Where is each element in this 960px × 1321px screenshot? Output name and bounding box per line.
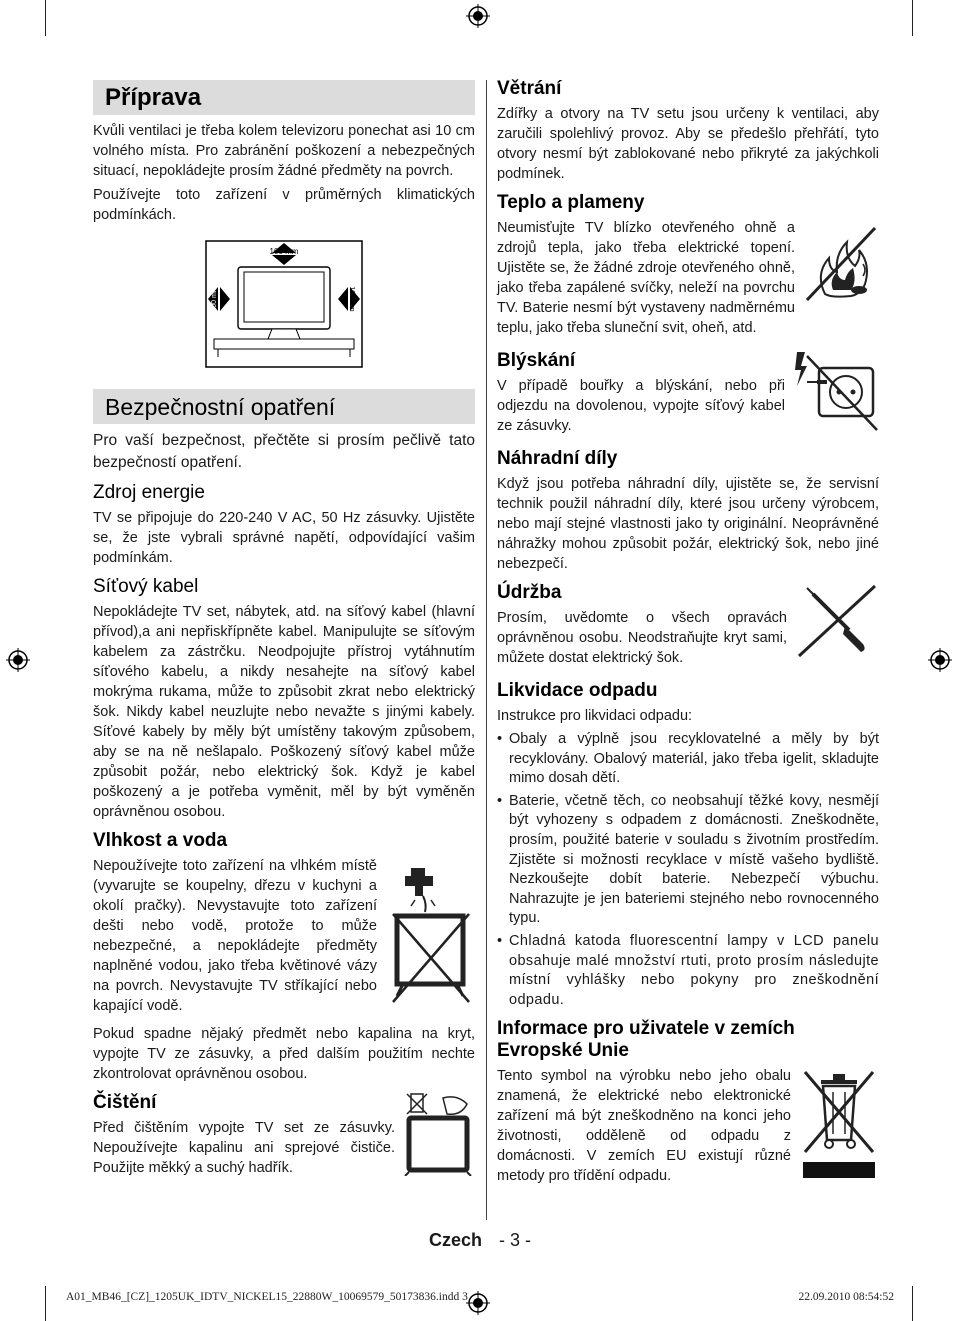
heading-vetrani: Větrání [497,78,562,99]
left-clearance-label: 100 mm [211,286,218,312]
crop-mark [45,0,46,36]
nahradni-paragraph: Když jsou potřeba náhradní díly, ujistěte se, že servisní technik použil náhradní díly, které jsou určeny výrobcem, nebo mají stejné vlastnosti jako ty originální. Neoprávněné náhražky mohou způsobit požár, elektrický šok, nebo jiné nebezpečí. [497,476,879,572]
heading-blyskani: Blýskání [497,350,576,371]
list-item: • Chladná katoda fluorescentní lampy v LCD panelu obsahuje malé množství rtuti, proto prosím následujte místní vyhlášky nebo pokyny pro zneškodnění odpadu. [509,932,879,1010]
page-number: - 3 - [499,1230,532,1250]
no-fire-icon [803,224,879,304]
heading-zdroj-energie: Zdroj energie [93,482,205,503]
slug-file-info: A01_MB46_[CZ]_1205UK_IDTV_NICKEL15_22880W_10069579_50173836.indd 3 [66,1291,468,1303]
priprava-paragraph-2: Používejte toto zařízení v průměrných klimatických podmínkách. [93,187,475,223]
crop-mark [45,1286,46,1321]
heading-udrzba: Údržba [497,582,562,603]
heading-teplo-plameny: Teplo a plameny [497,192,645,213]
blyskani-paragraph: V případě bouřky a blýskání, nebo při odjezdu na dovolenou, vypojte síťový kabel ze zásuvky. [497,378,785,434]
heading-cisteni: Čištění [93,1092,157,1113]
registration-mark-icon [466,1291,490,1315]
vlhkost-paragraph-1: Nepoužívejte toto zařízení na vlhkém místě (vyvarujte se koupelny, dřezu v kuchyni a okolí pračky). Nevystavujte toto zařízení dešti nebo vodě, protože to může nebezpečné, a nepokládejte předměty naplněné vodou, jako třeba květinové vázy na povrch. Nevystavujte TV stříkající nebo kapající vodě. [93,858,377,1014]
right-clearance-label: 100 mm [348,286,355,312]
section-title-bezpecnost: Bezpečnostní opatření [105,394,336,420]
kabel-paragraph: Nepokládejte TV set, nábytek, atd. na síťový kabel (hlavní přívod),a ani nepřiskřípněte kabel. Manipulujte se síťovým kabelem za zástrčku. Neodpojujte přístroj vytáhnutím síťového kabelu, a nikdy nesahejte na síťový kabel mokrýma rukama, může to způsobit zkrat nebo elektrický šok. Nikdy kabel neuzlujte nebo nevažte s jinými kabely. Síťové kabely by měly být umístěny takovým způsobem, aby se na ně nešlapalo. Poškozený síťový kabel může způsobit požár, nebo elektrický šok. Když je kabel poškozený a je potřeba vyměnit, měl by být vyměněn oprávněnou osobou. [93,604,475,820]
list-item: • Obaly a výplně jsou recyklovatelné a měly by být recyklovány. Obalový materiál, jako třeba igelit, skladujte mimo dosah dětí. [509,730,879,789]
registration-mark-icon [928,648,952,672]
page-footer [0,1230,960,1251]
vlhkost-paragraph-2: Pokud spadne nějaký předmět nebo kapalina na kryt, vypojte TV ze zásuvky, a před dalším použitím nechte zkontrolovat oprávněnou osobou. [93,1026,475,1082]
heading-likvidace-odpadu: Likvidace odpadu [497,680,658,701]
priprava-paragraph-1: Kvůli ventilaci je třeba kolem televizoru ponechat asi 10 cm volného místa. Pro zabránění poškození a nebezpečných situací, nepokládejte prosím žádné předměty na povrch. [93,123,475,179]
top-clearance-label: 100 mm [269,247,299,256]
no-socket-lightning-icon [793,350,879,436]
likvidace-bullet-list [497,730,879,1010]
registration-mark-icon [6,648,30,672]
left-column [93,78,475,1182]
vetrani-paragraph: Zdířky a otvory na TV setu jsou určeny k ventilaci, aby zaručili spolehlivý provoz. Aby se předešlo přehřátí, tyto otvory nesmí být zablokované nebo přikryté za jakýchkoli podmínek. [497,106,879,182]
crop-mark [912,0,913,36]
likvidace-intro: Instrukce pro likvidaci odpadu: [497,708,693,724]
right-column [497,78,879,1190]
tv-clearance-figure [93,239,475,369]
heading-nahradni-dily: Náhradní díly [497,448,618,469]
heading-vlhkost-voda: Vlhkost a voda [93,830,228,851]
cisteni-paragraph: Před čištěním vypojte TV set ze zásuvky. Nepoužívejte kapalinu ani sprejové čističe. Použijte měkký a suchý hadřík. [93,1120,395,1176]
section-heading-band [93,80,475,115]
bezpecnost-intro: Pro vaší bezpečnost, přečtěte si prosím pečlivě tato bezpečností opatření. [93,432,475,471]
teplo-paragraph: Neumisťujte TV blízko otevřeného ohně a zdrojů tepla, jako třeba elektrické topení. Ujistěte se, že žádné zdroje otevřeného ohně, jako třeba zapálené svíčky, neleží na povrchu TV. Baterie nesmí být vystaveny nadměrnému teplu, jako třeba sluneční svit, oheň, atd. [497,220,795,336]
section-title-priprava: Příprava [105,84,202,111]
cleaning-cloth-icon [403,1092,475,1176]
heading-informace-eu: Informace pro uživatele v zemích Evropské Unie [497,1018,795,1062]
weee-crossed-bin-icon [799,1066,879,1182]
slug-date-info: 22.09.2010 08:54:52 [798,1291,894,1303]
udrzba-paragraph: Prosím, uvědomte o všech opravách oprávněnou osobu. Neodstraňujte kryt sami, můžete dostat elektrický šok. [497,610,787,666]
no-screwdriver-icon [795,582,879,660]
section-heading-band [93,389,475,424]
column-divider [486,80,487,1220]
no-water-icon [385,856,475,1006]
list-item: • Baterie, včetně těch, co neobsahují těžké kovy, nesmějí být vyhozeny s odpadem z domácnosti. Zneškodněte, prosím, použité baterie v souladu s životním prostředím. Zjistěte si možnosti recyklace v místě vašeho bydliště. Nezkoušejte dobít baterie. Nebezpečí výbuchu. Nahrazujte je jen bateriemi stejného nebo rovnocenného typu. [509,792,879,929]
registration-mark-icon [466,4,490,28]
informace-paragraph: Tento symbol na výrobku nebo jeho obalu znamená, že elektrické nebo elektronické zařízení má být zneškodněno na konci jeho životnosti, odděleně od odpadu z domácnosti. V zemích EU existují různé metody pro třídění odpadu. [497,1068,791,1185]
zdroj-paragraph: TV se připojuje do 220-240 V AC, 50 Hz zásuvky. Ujistěte se, že jste vybrali správné napětí, odpovídající vašim podmínkám. [93,510,475,566]
tv-clearance-icon [204,239,364,369]
heading-sitovy-kabel: Síťový kabel [93,576,199,597]
footer-language: Czech [428,1230,482,1250]
crop-mark [912,1286,913,1321]
